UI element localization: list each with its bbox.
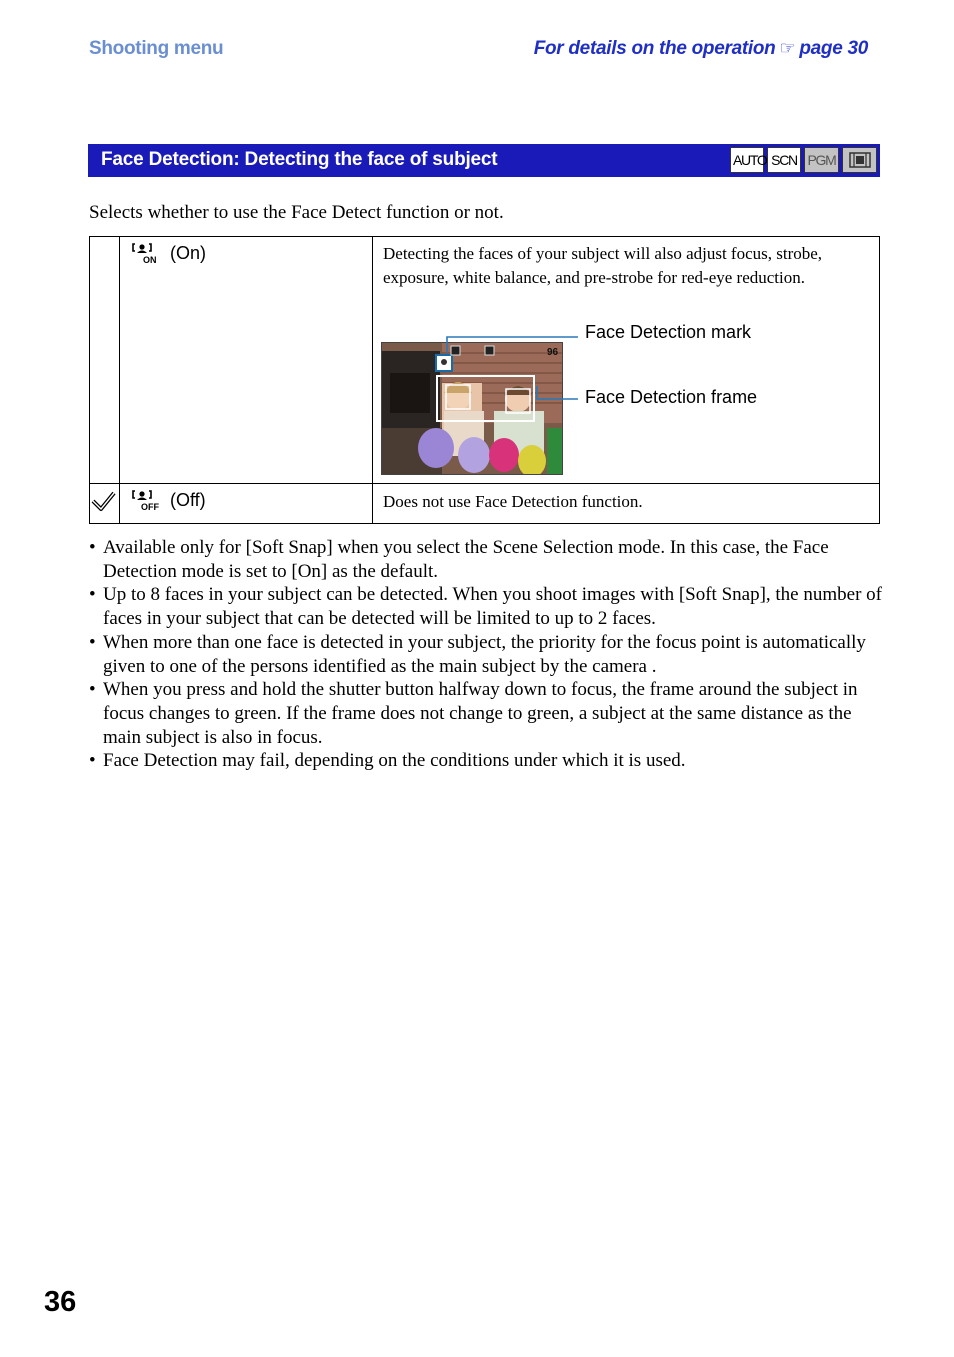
topic-title-bar: [88, 144, 880, 177]
list-item: • Up to 8 faces in your subject can be detected. When you shoot images with [Soft Snap], the number of faces in your subject that can be detected will be limited to up to 2 faces.: [89, 583, 889, 630]
pointing-hand-icon: ☞: [779, 38, 796, 58]
setting-label-off: (Off): [170, 489, 206, 510]
details-page-link[interactable]: page 30: [799, 38, 868, 59]
face-icon-sub: ON: [143, 255, 157, 264]
description-cell: [373, 484, 880, 524]
setting-cell: [120, 237, 373, 484]
default-checkmark-icon: [90, 484, 117, 518]
section-title: Shooting menu: [89, 38, 224, 59]
list-item: • When more than one face is detected in your subject, the priority for the focus point is automatically given to one of the persons identified as the main subject by the camera .: [89, 631, 889, 678]
list-item: • When you press and hold the shutter button halfway down to focus, the frame around the subject in focus changes to green. If the frame does not change to green, a subject at the same distance as the main subject is also in focus.: [89, 678, 889, 749]
mode-scn-icon: SCN: [767, 147, 801, 173]
description-off: Does not use Face Detection function.: [383, 492, 643, 511]
details-prefix: For details on the operation: [533, 38, 776, 59]
intro-text: Selects whether to use the Face Detect function or not.: [89, 202, 504, 223]
face-detection-on-icon: [132, 242, 162, 264]
default-mark-cell: [90, 237, 120, 484]
details-reference[interactable]: [534, 38, 868, 60]
movie-mode-icon: [842, 147, 877, 173]
mode-icons: [730, 147, 877, 173]
topic-title: Face Detection: Detecting the face of subject: [101, 149, 498, 170]
list-item: • Face Detection may fail, depending on the conditions under which it is used.: [89, 749, 889, 773]
callout-face-detection-mark: Face Detection mark: [585, 322, 752, 342]
setting-label-on: (On): [170, 242, 206, 263]
default-mark-cell: [90, 484, 120, 524]
face-icon-sub: OFF: [141, 502, 159, 511]
option-row-off: [90, 484, 880, 524]
setting-cell: [120, 484, 373, 524]
description-on: Detecting the faces of your subject will also adjust focus, strobe, exposure, white balance, and pre-strobe for red-eye reduction.: [383, 244, 823, 287]
callout-face-detection-frame: Face Detection frame: [585, 387, 758, 407]
shots-remaining: 96: [547, 347, 559, 358]
face-detection-example-image: [381, 342, 563, 475]
face-detection-off-icon: [132, 489, 162, 511]
notes-list: [89, 536, 889, 773]
list-item: • Available only for [Soft Snap] when you select the Scene Selection mode. In this case, the Face Detection mode is set to [On] as the default.: [89, 536, 889, 583]
mode-pgm-icon: PGM: [804, 147, 839, 173]
page-number: 36: [44, 1286, 77, 1318]
mode-auto-icon: AUTO: [730, 147, 764, 173]
